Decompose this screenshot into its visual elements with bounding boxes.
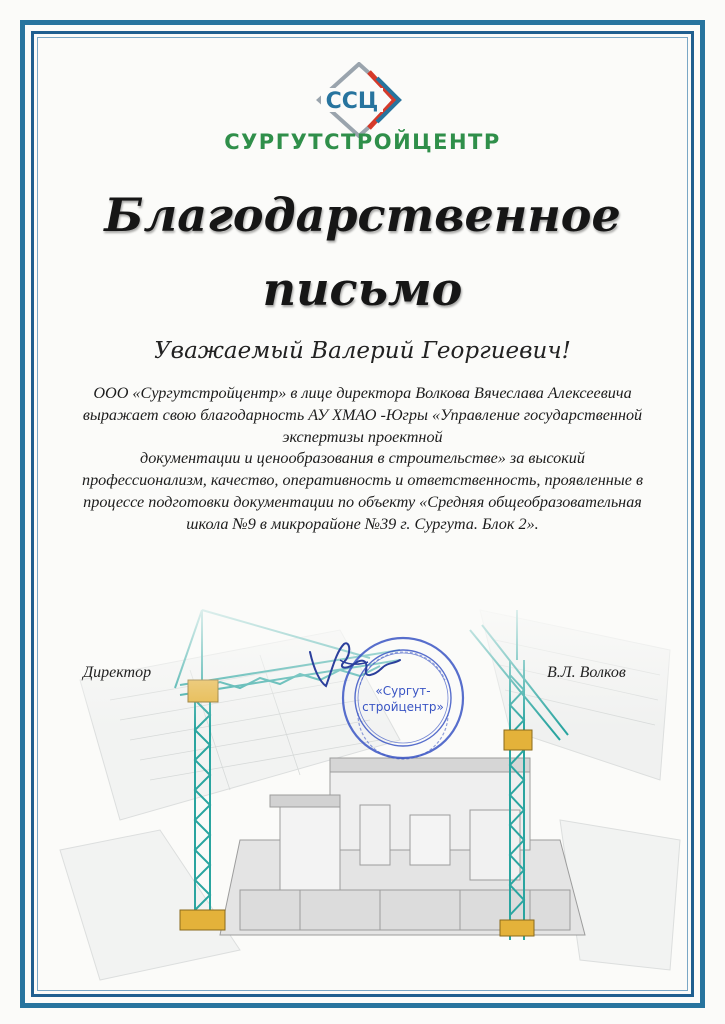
director-label: Директор	[83, 664, 152, 681]
director-name: В.Л. Волков	[547, 664, 626, 681]
body-line: профессионализм, качество, оперативность и ответственность, проявленные в	[81, 471, 644, 490]
stamp-line2: стройцентр»	[362, 700, 444, 714]
body-line: выражает свою благодарность АУ ХМАО -Югры «Управление государственной	[82, 405, 643, 424]
logo-abbr: ССЦ	[325, 89, 379, 114]
letter-title-line1: Благодарственное	[104, 188, 621, 242]
body-line: школа №9 в микрорайоне №39 г. Сургута. Блок 2».	[186, 514, 539, 533]
letter-body	[62, 383, 663, 536]
stamp-line1: «Сургут-	[375, 684, 431, 698]
salutation: Уважаемый Валерий Георгиевич!	[154, 338, 571, 364]
company-logo-icon	[313, 62, 405, 138]
body-line: документации и ценообразования в строительстве» за высокий	[140, 449, 585, 468]
body-line: ООО «Сургутстройцентр» в лице директора Волкова Вячеслава Алексеевича	[93, 384, 632, 402]
body-line: экспертизы проектной	[282, 427, 443, 446]
body-line: процессе подготовки документации по объекту «Средняя общеобразовательная	[83, 492, 642, 511]
letter-title-line2: письмо	[262, 262, 463, 316]
company-name: СУРГУТСТРОЙЦЕНТР	[224, 130, 501, 154]
handwritten-signature-icon	[296, 630, 416, 700]
